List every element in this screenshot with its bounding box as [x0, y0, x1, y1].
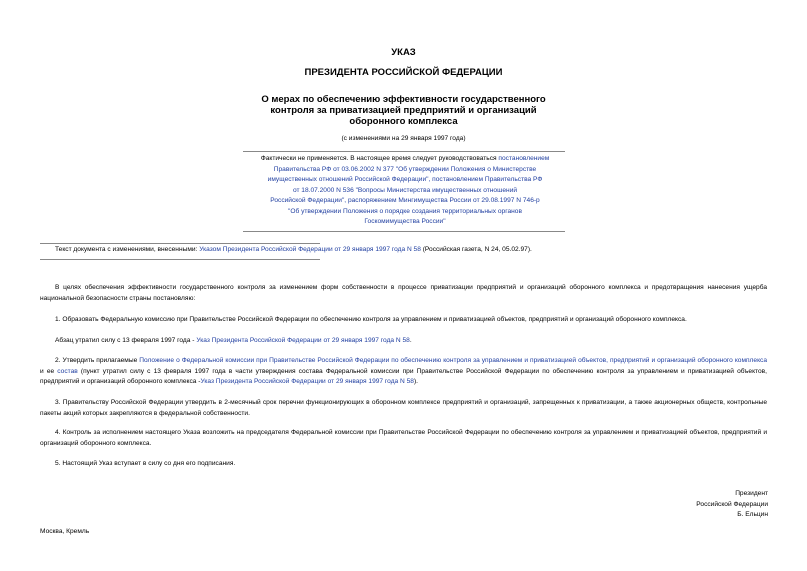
intro-paragraph: В целях обеспечения эффективности государственного контроля за изменением форм собственности в процессе приватизации предприятий и организаций оборонного комплекса и предотвращения нанесения ущерба национальной безопасности страны постановляю: — [40, 284, 767, 302]
status-note-line[interactable]: Правительства РФ от 03.06.2002 N 377 "Об утверждении Положения о Министерстве — [273, 165, 537, 173]
composition-link[interactable]: состав — [57, 367, 78, 375]
signature-block — [560, 489, 768, 521]
heading-line: О мерах по обеспечению эффективности государственного — [261, 94, 546, 105]
status-note — [235, 154, 575, 228]
revision-link[interactable]: Указом Президента Российской Федерации от 29 января 1997 года N 58 — [199, 246, 421, 253]
signature-line: Российской Федерации — [696, 500, 768, 508]
heading-line: контроля за приватизацией предприятий и организаций — [270, 105, 537, 116]
status-note-link[interactable]: постановлением — [498, 155, 550, 162]
document-type-title: УКАЗ — [391, 47, 416, 58]
issuer-title: ПРЕЗИДЕНТА РОССИЙСКОЙ ФЕДЕРАЦИИ — [304, 67, 503, 78]
paragraph-1: 1. Образовать Федеральную комиссию при Правительстве Российской Федерации по обеспечению контроля за управлением и приватизацией объектов, предприятий и организаций оборонного комплекса. — [55, 316, 687, 323]
signature-line: Президент — [735, 490, 768, 497]
divider — [243, 231, 565, 232]
divider — [40, 259, 320, 260]
paragraph-4: 4. Контроль за исполнением настоящего Указа возложить на председателя Федеральной комиссии при Правительстве Российской Федерации по обеспечению контроля за управлением и приватизацией объектов, предприятий и организаций оборонного комплекса. — [40, 429, 767, 447]
divider — [40, 243, 320, 244]
status-note-line: Фактически не применяется. В настоящее время следует руководствоваться постановлением — [260, 155, 550, 162]
heading-line: оборонного комплекса — [349, 116, 458, 127]
signature-line: Б. Ельцин — [737, 511, 768, 518]
status-note-line[interactable]: имущественных отношений Российской Федерации", постановлением Правительства РФ — [267, 176, 543, 183]
amendment-note: (с изменениями на 29 января 1997 года) — [341, 135, 466, 142]
decree-58-link[interactable]: Указ Президента Российской Федерации от 29 января 1997 года N 58 — [200, 378, 414, 386]
paragraph-5: 5. Настоящий Указ вступает в силу со дня его подписания. — [55, 460, 236, 467]
paragraph-3: 3. Правительству Российской Федерации утвердить в 2-месячный срок перечни функционирующих в оборонном комплексе предприятий и организаций, запрещенных к приватизации, а также акционерных обществ, контрольные пакеты акций которых закрепляются в федеральной собственности. — [40, 399, 767, 417]
signing-place: Москва, Кремль — [40, 528, 90, 535]
status-note-line[interactable]: Российской Федерации", распоряжением Мингимущества России от 29.08.1997 N 746-р — [270, 197, 540, 204]
paragraph-1-note: Абзац утратил силу с 13 февраля 1997 года - Указ Президента Российской Федерации от 29 января 1997 года N 58. — [55, 337, 412, 344]
status-note-line[interactable]: от 18.07.2000 N 536 "Вопросы Министерства имущественных отношений — [292, 186, 518, 194]
repeal-link[interactable]: Указ Президента Российской Федерации от 29 января 1997 года N 58 — [196, 337, 410, 344]
regulation-link[interactable]: Положение о Федеральной комиссии при Правительстве Российской Федерации по обеспечению контроля за управлением и приватизацией объектов, предприятий и организаций оборонного комплекса — [139, 357, 767, 364]
divider — [243, 151, 565, 152]
revision-note: Текст документа с изменениями, внесенными: Указом Президента Российской Федерации от 29 января 1997 года N 58 (Российская газета, N 24, 05.02.97). — [55, 246, 532, 253]
status-note-line[interactable]: Госкомимущества России" — [364, 218, 446, 225]
status-note-line[interactable]: "Об утверждении Положения о порядке создания территориальных органов — [288, 207, 522, 215]
paragraph-2: 2. Утвердить прилагаемые Положение о Федеральной комиссии при Правительстве Российской Федерации по обеспечению контроля за управлением и приватизацией объектов, предприятий и организаций оборонного комплекса и ее состав (пункт утратил силу с 13 февраля 1997 года в части утверждения состава Федеральной комиссии при Правительстве Российской Федерации по обеспечению контроля за управлением и приватизацией объектов, предприятий и организаций оборонного комплекса -Указ Президента Российской Федерации от 29 января 1997 года N 58). — [40, 357, 768, 386]
document-heading — [0, 94, 807, 127]
